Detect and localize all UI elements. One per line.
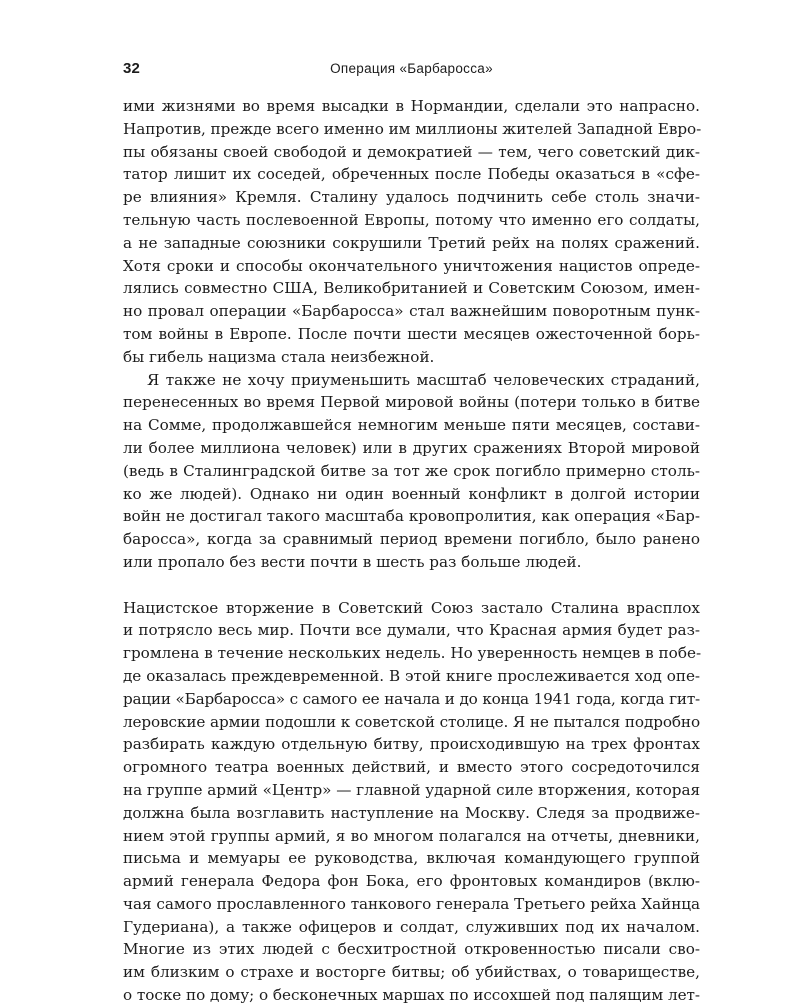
text-line: им близким о страхе и восторге битвы; об убийствах, о товариществе, [123, 963, 700, 982]
text-line: о тоске по дому; о бесконечных маршах по иссохшей под палящим лет- [123, 986, 700, 1005]
page-number: 32 [123, 60, 141, 77]
text-line: громлена в течение нескольких недель. Но уверенность немцев в побе- [123, 644, 702, 663]
text-line: или пропало без вести почти в шесть раз больше людей. [123, 552, 582, 571]
paragraph-1 [123, 95, 700, 369]
text-line: рации «Барбаросса» с самого ее начала и до конца 1941 года, когда гит- [123, 689, 700, 708]
text-line: бы гибель нацизма стала неизбежной. [123, 347, 435, 366]
text-line: войн не достигал такого масштаба кровопролития, как операция «Бар- [123, 507, 700, 526]
text-line: баросса», когда за сравнимый период времени погибло, было ранено [123, 530, 700, 549]
text-line: Нацистское вторжение в Советский Союз застало Сталина врасплох [123, 598, 700, 617]
text-line: де оказалась преждевременной. В этой книге прослеживается ход опе- [123, 666, 700, 685]
text-body [123, 95, 700, 1007]
text-line: но провал операции «Барбаросса» стал важнейшим поворотным пунк- [123, 302, 700, 321]
text-line: ли более миллиона человек) или в других сражениях Второй мировой [123, 438, 700, 457]
text-line: Хотя сроки и способы окончательного уничтожения нацистов опреде- [123, 256, 700, 275]
text-line: огромного театра военных действий, и вместо этого сосредоточился [123, 758, 700, 777]
text-line: Гудериана), а также офицеров и солдат, служивших под их началом. [123, 917, 700, 936]
text-line: на группе армий «Центр» — главной ударной силе вторжения, которая [123, 780, 700, 799]
text-line: на Сомме, продолжавшейся немногим меньше пяти месяцев, состави- [123, 416, 700, 435]
text-line: ко же людей). Однако ни один военный конфликт в долгой истории [123, 484, 700, 503]
text-line: ре влияния» Кремля. Сталину удалось подчинить себе столь значи- [123, 188, 700, 207]
text-line: чая самого прославленного танкового генерала Третьего рейха Хайнца [123, 894, 700, 913]
text-line: нием этой группы армий, я во многом полагался на отчеты, дневники, [123, 826, 700, 845]
text-line: письма и мемуары ее руководства, включая командующего группой [123, 849, 700, 868]
text-line: леровские армии подошли к советской столице. Я не пытался подробно [123, 712, 700, 731]
text-line: перенесенных во время Первой мировой войны (потери только в битве [123, 393, 700, 412]
text-line: татор лишит их соседей, обреченных после Победы оказаться в «сфе- [123, 165, 700, 184]
text-line: Я также не хочу приуменьшить масштаб человеческих страданий, [147, 370, 700, 389]
section-break [123, 574, 700, 597]
text-line: пы обязаны своей свободой и демократией — тем, чего советский дик- [123, 142, 700, 161]
text-line: Многие из этих людей с бесхитростной откровенностью писали сво- [123, 940, 700, 959]
text-line: должна была возглавить наступление на Москву. Следя за продвиже- [123, 803, 700, 822]
text-line: лялись совместно США, Великобританией и Советским Союзом, имен- [123, 279, 700, 298]
text-line: армий генерала Федора фон Бока, его фронтовых командиров (вклю- [123, 872, 700, 891]
text-line: разбирать каждую отдельную битву, происходившую на трех фронтах [123, 735, 700, 754]
page-header [123, 60, 700, 80]
text-line: том войны в Европе. После почти шести месяцев ожесточенной борь- [123, 324, 700, 343]
text-line: а не западные союзники сокрушили Третий рейх на полях сражений. [123, 233, 700, 252]
paragraph-3 [123, 597, 700, 1007]
text-line: (ведь в Сталинградской битве за тот же срок погибло примерно столь- [123, 461, 700, 480]
paragraph-2 [123, 369, 700, 574]
text-line: и потрясло весь мир. Почти все думали, что Красная армия будет раз- [123, 621, 700, 640]
text-line: тельную часть послевоенной Европы, потому что именно его солдаты, [123, 210, 700, 229]
text-line: ими жизнями во время высадки в Нормандии, сделали это напрасно. [123, 97, 700, 115]
running-title: Операция «Барбаросса» [330, 61, 493, 76]
text-line: Напротив, прежде всего именно им миллионы жителей Западной Евро- [123, 119, 702, 138]
